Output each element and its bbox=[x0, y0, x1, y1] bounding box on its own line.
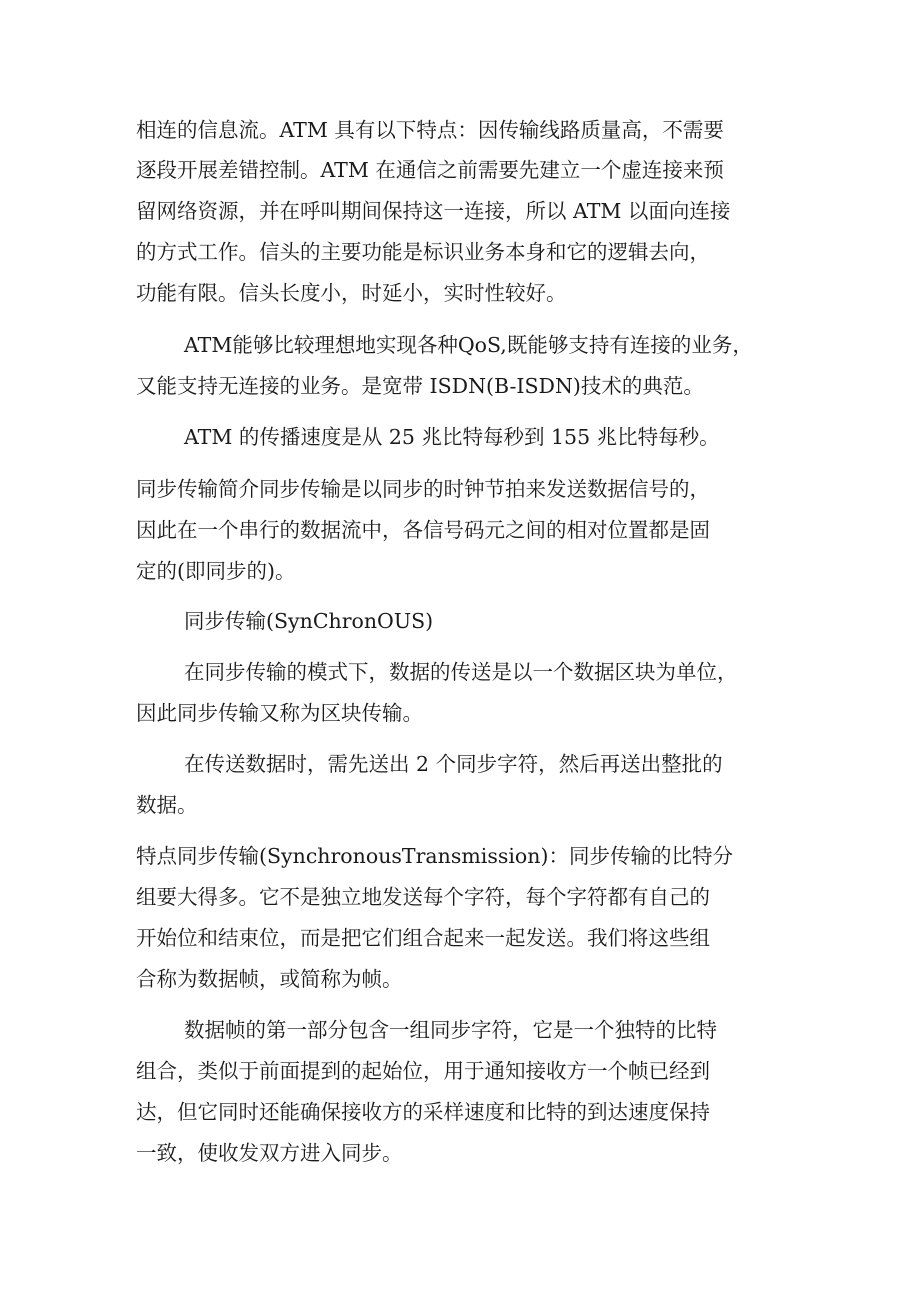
text-line: 因此同步传输又称为区块传输。 bbox=[136, 701, 423, 725]
text-line: 数据。 bbox=[136, 793, 198, 817]
text-line: 的方式工作。信头的主要功能是标识业务本身和它的逻辑去向， bbox=[136, 240, 710, 264]
text-line: 组要大得多。它不是独立地发送每个字符，每个字符都有自己的 bbox=[136, 885, 710, 909]
text-line: 因此在一个串行的数据流中，各信号码元之间的相对位置都是固 bbox=[136, 518, 710, 542]
text-line: 合称为数据帧，或简称为帧。 bbox=[136, 967, 403, 991]
text-line: 在同步传输的模式下，数据的传送是以一个数据区块为单位， bbox=[184, 660, 738, 684]
text-line: 逐段开展差错控制。ATM 在通信之前需要先建立一个虚连接来预 bbox=[136, 158, 724, 182]
text-line: 组合，类似于前面提到的起始位，用于通知接收方一个帧已经到 bbox=[136, 1059, 710, 1083]
text-line: 功能有限。信头长度小，时延小，实时性较好。 bbox=[136, 281, 567, 305]
text-line: 数据帧的第一部分包含一组同步字符，它是一个独特的比特 bbox=[184, 1018, 717, 1042]
text-line: 同步传输(SynChronOUS) bbox=[184, 609, 434, 633]
text-line: 达，但它同时还能确保接收方的采样速度和比特的到达速度保持 bbox=[136, 1100, 710, 1124]
text-line: 一致，使收发双方进入同步。 bbox=[136, 1141, 403, 1165]
text-line: 又能支持无连接的业务。是宽带 ISDN(B-ISDN)技术的典范。 bbox=[136, 374, 704, 398]
text-line: ATM 的传播速度是从 25 兆比特每秒到 155 兆比特每秒。 bbox=[184, 425, 720, 449]
text-line: 留网络资源，并在呼叫期间保持这一连接，所以 ATM 以面向连接 bbox=[136, 199, 731, 223]
text-line: 定的(即同步的)。 bbox=[136, 559, 296, 583]
text-line: 在传送数据时，需先送出 2 个同步字符，然后再送出整批的 bbox=[184, 752, 723, 776]
text-line: 同步传输简介同步传输是以同步的时钟节拍来发送数据信号的， bbox=[136, 477, 710, 501]
text-line: 特点同步传输(SynchronousTransmission)：同步传输的比特分 bbox=[136, 844, 733, 868]
text-line: 相连的信息流。ATM 具有以下特点：因传输线路质量高，不需要 bbox=[136, 118, 724, 142]
text-line: 开始位和结束位，而是把它们组合起来一起发送。我们将这些组 bbox=[136, 926, 710, 950]
text-line: ATM能够比较理想地实现各种QoS,既能够支持有连接的业务， bbox=[184, 333, 753, 357]
